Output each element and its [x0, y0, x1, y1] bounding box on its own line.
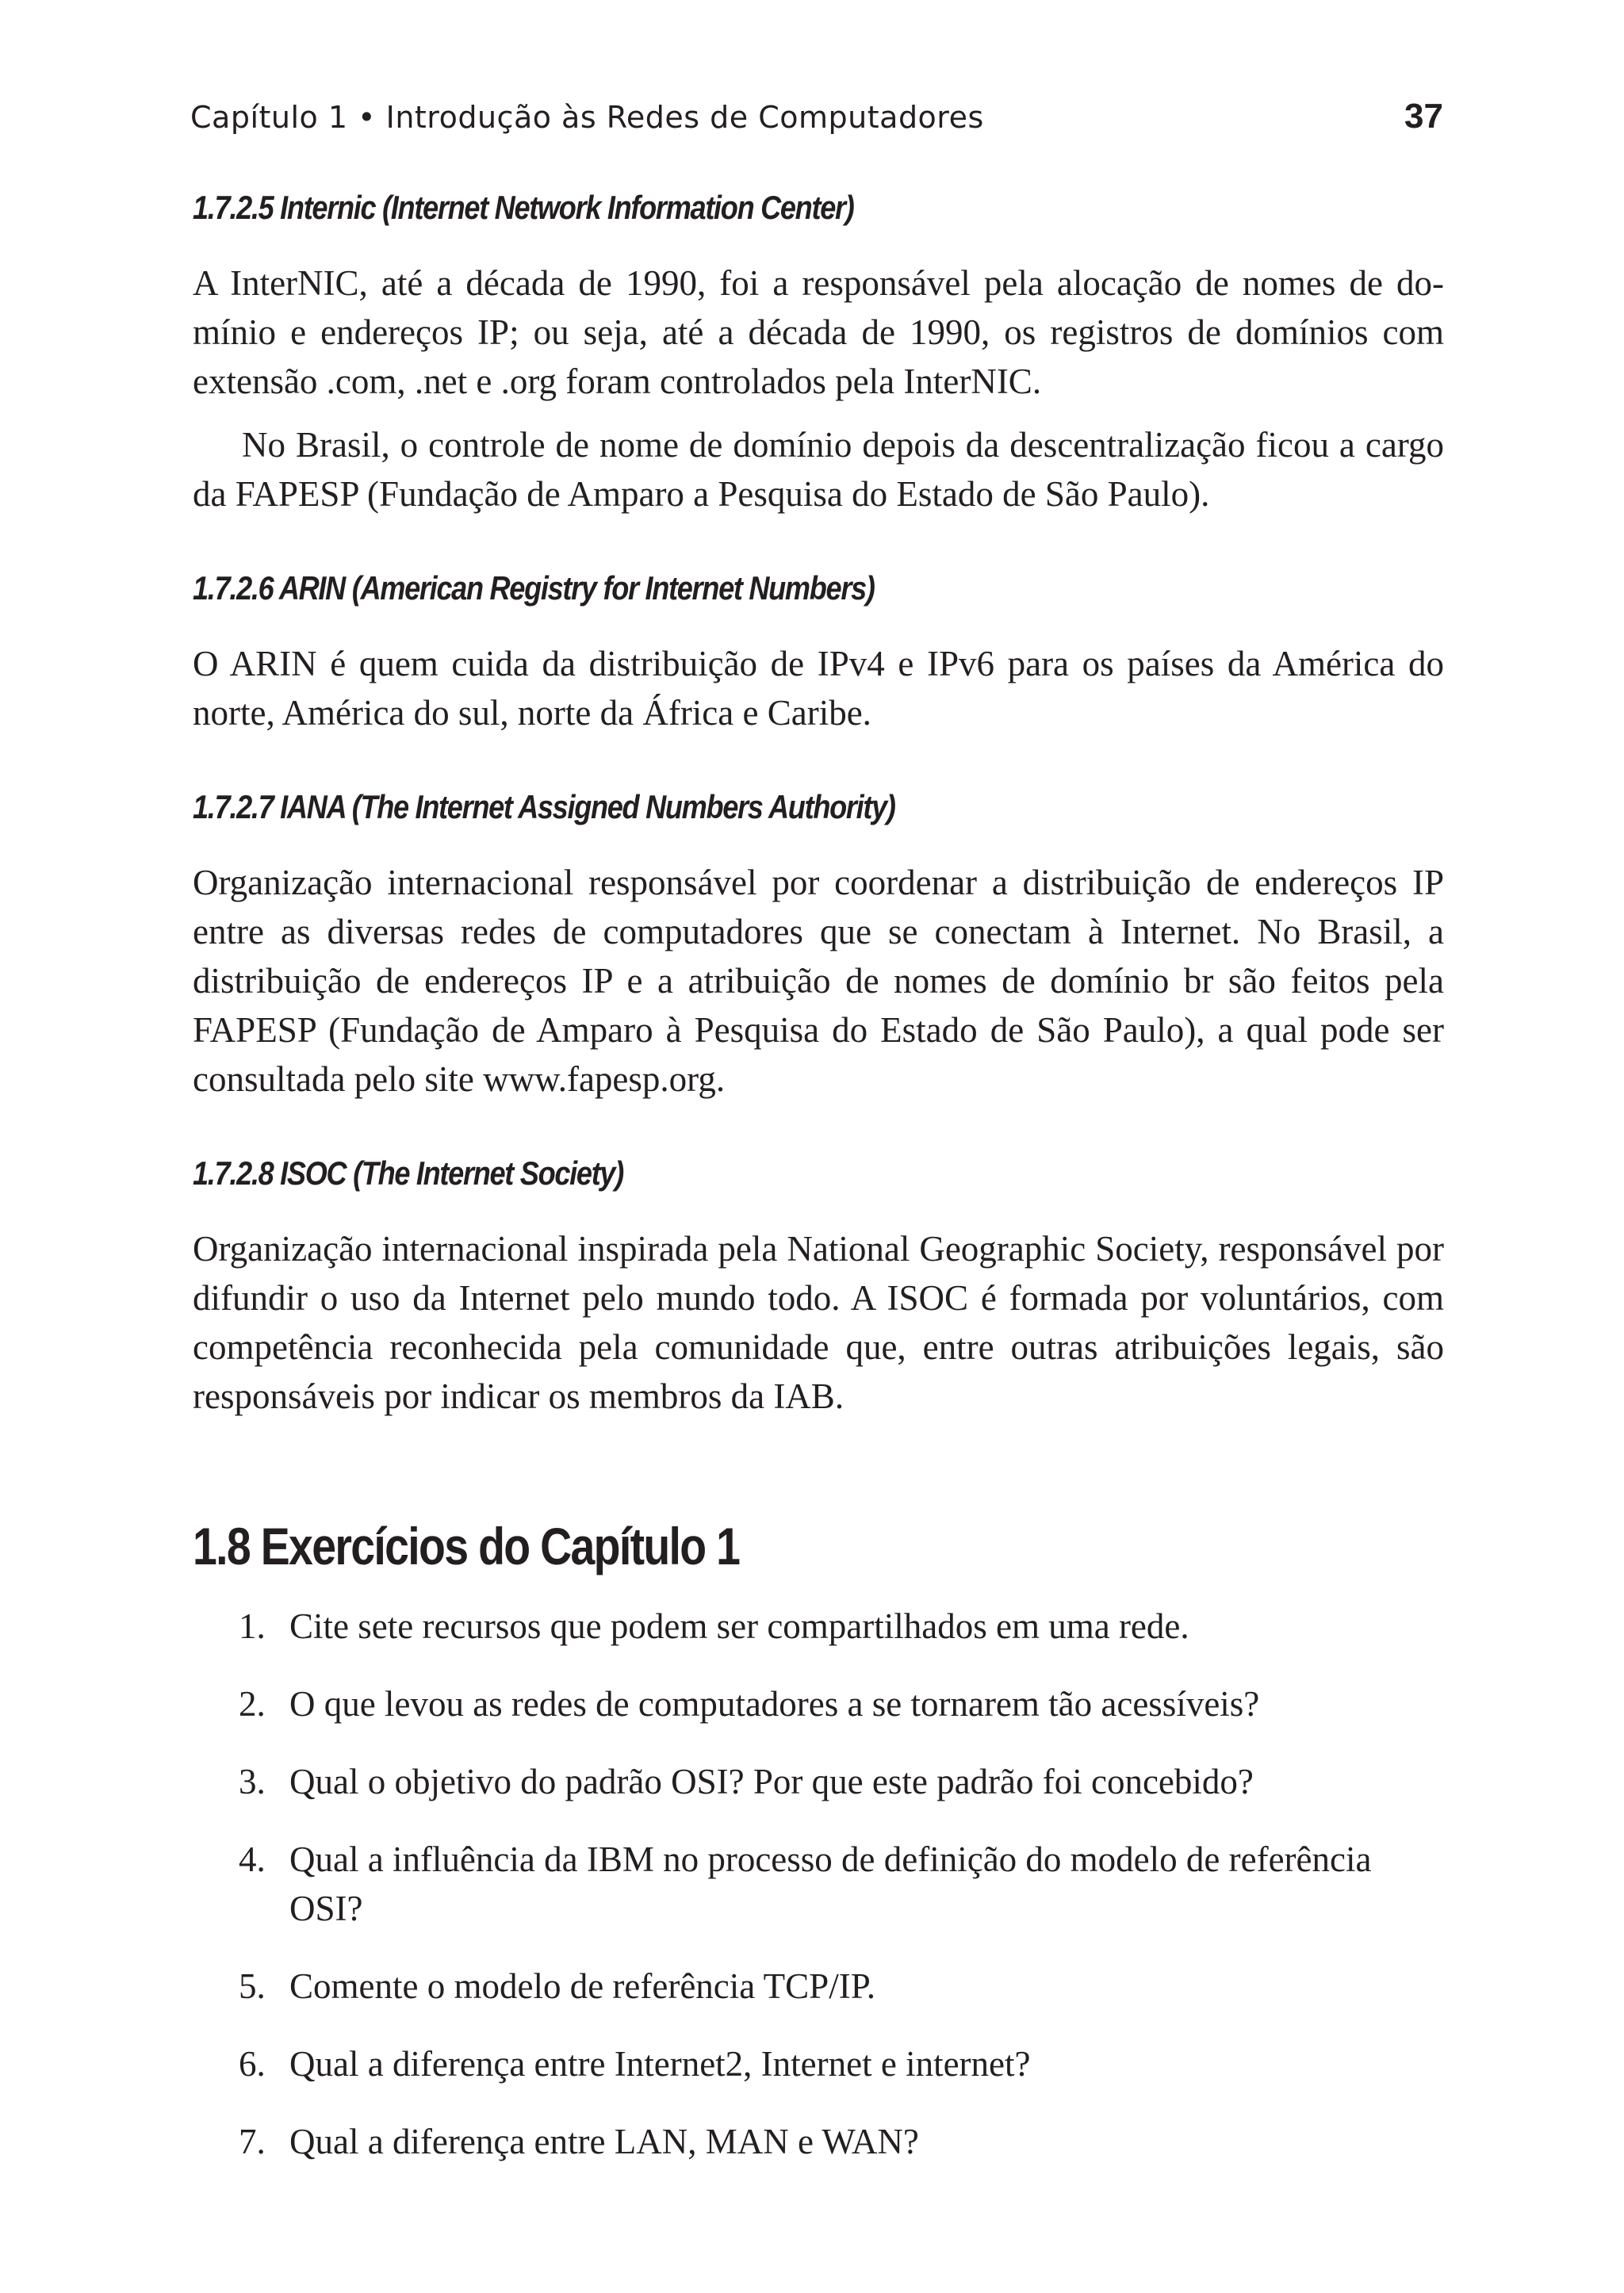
section-heading: 1.7.2.8 ISOC (The Internet Society): [193, 1154, 623, 1192]
exercise-text: O que levou as redes de computadores a se tornarem tão acessíveis?: [289, 1684, 1260, 1724]
exercise-text: Qual a influência da IBM no processo de definição do modelo de referência OSI?: [289, 1839, 1372, 1928]
exercise-number: 5.: [239, 1966, 266, 2006]
exercises-section: [193, 1514, 1444, 2166]
exercise-text: Cite sete recursos que podem ser compartilhados em uma rede.: [289, 1606, 1189, 1646]
exercise-item: [193, 2117, 1444, 2166]
paragraph: No Brasil, o controle de nome de domínio depois da descentralização ficou a cargo da FAPESP (Fundação de Amparo a Pesquisa do Estado de São Paulo).: [193, 425, 1444, 514]
section-iana: [193, 783, 1444, 1104]
exercise-number: 3.: [239, 1762, 266, 1801]
paragraph: O ARIN é quem cuida da distribuição de IPv4 e IPv6 para os países da América do norte, América do sul, norte da África e Caribe.: [193, 644, 1444, 733]
paragraph: A InterNIC, até a década de 1990, foi a responsável pela alocação de nomes de do-mínio e endereços IP; ou seja, até a década de 1990, os registros de domínios com extensão .com, .net e .org foram controlados pela InterNIC.: [193, 263, 1444, 401]
exercise-number: 4.: [239, 1839, 266, 1879]
section-heading: 1.7.2.7 IANA (The Internet Assigned Numbers Authority): [193, 788, 895, 825]
exercise-item: [193, 2039, 1444, 2088]
exercise-text: Qual o objetivo do padrão OSI? Por que este padrão foi concebido?: [289, 1762, 1254, 1801]
exercise-number: 1.: [239, 1606, 266, 1646]
section-internic: [193, 184, 1444, 519]
exercise-text: Comente o modelo de referência TCP/IP.: [289, 1966, 875, 2006]
exercise-item: [193, 1602, 1444, 1651]
section-heading: 1.7.2.5 Internic (Internet Network Information Center): [193, 189, 854, 226]
section-heading: 1.7.2.6 ARIN (American Registry for Internet Numbers): [193, 569, 875, 607]
chapter-title-header: Capítulo 1 • Introdução às Redes de Computadores: [190, 100, 984, 135]
exercise-item: [193, 1757, 1444, 1806]
running-head: [190, 97, 1443, 144]
exercise-number: 6.: [239, 2044, 266, 2084]
exercise-text: Qual a diferença entre LAN, MAN e WAN?: [289, 2122, 919, 2161]
exercise-number: 2.: [239, 1684, 266, 1724]
exercises-title: 1.8 Exercícios do Capítulo 1: [193, 1517, 740, 1575]
exercise-item: [193, 1679, 1444, 1728]
exercise-item: [193, 1835, 1444, 1933]
exercise-item: [193, 1962, 1444, 2011]
section-arin: [193, 565, 1444, 737]
paragraph: Organização internacional responsável por coordenar a distribuição de endereços IP entre as diversas redes de computadores que se conectam à Internet. No Brasil, a distribuição de endereços IP e a atribuição de nomes de domínio br são feitos pela FAPESP (Fundação de Amparo à Pesquisa do Estado de São Paulo), a qual pode ser consultada pelo site www.fapesp.org.: [193, 863, 1444, 1099]
page-content: [193, 184, 1444, 2195]
section-isoc: [193, 1150, 1444, 1421]
exercise-text: Qual a diferença entre Internet2, Internet e internet?: [289, 2044, 1031, 2084]
exercise-number: 7.: [239, 2122, 266, 2161]
page-number: 37: [1404, 97, 1443, 136]
exercise-list: [193, 1602, 1444, 2166]
paragraph: Organização internacional inspirada pela National Geographic Society, responsável por difundir o uso da Internet pelo mundo todo. A ISOC é formada por voluntários, com competência reconhecida pela comunidade que, entre outras atribuições legais, são responsáveis por indicar os membros da IAB.: [193, 1229, 1444, 1416]
